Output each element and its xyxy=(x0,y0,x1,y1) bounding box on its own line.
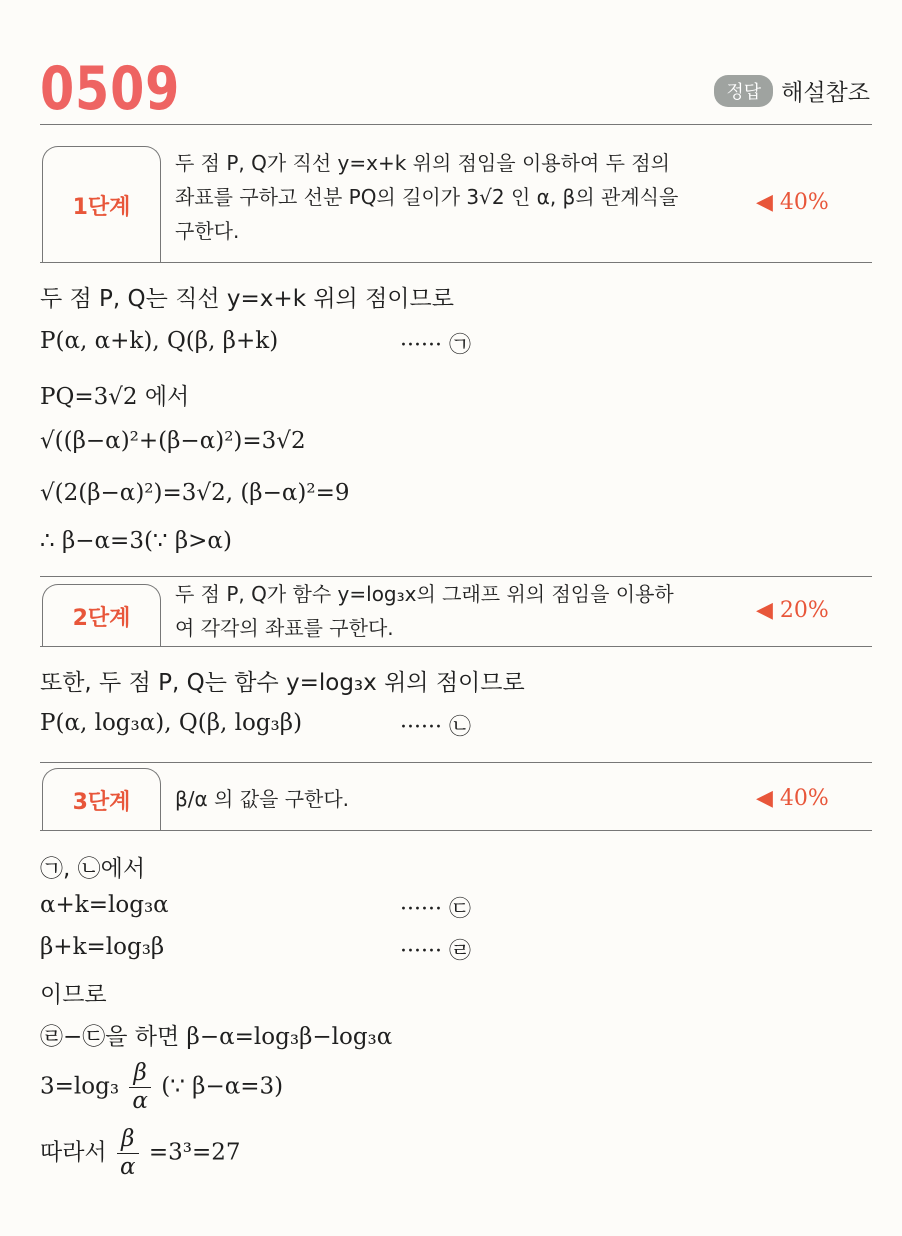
solution-line: ∴ β−α=3(∵ β>α) xyxy=(40,528,232,554)
divider xyxy=(40,124,872,125)
solution-line: α+k=log₃α xyxy=(40,892,169,918)
solution-line: 또한, 두 점 P, Q는 함수 y=log₃x 위의 점이므로 xyxy=(40,670,525,696)
solution-line: P(α, log₃α), Q(β, log₃β) xyxy=(40,710,303,736)
solution-line xyxy=(40,1128,241,1179)
solution-line: 이므로 xyxy=(40,982,107,1008)
fraction xyxy=(129,1062,151,1113)
divider xyxy=(40,762,872,763)
fraction-denominator: α xyxy=(119,1154,136,1180)
fraction-numerator: β xyxy=(129,1062,151,1088)
solution-line xyxy=(40,1062,283,1113)
step-1-percent: ◀ 40% xyxy=(756,190,829,215)
equation-mark: ······ ㉠ xyxy=(400,333,471,358)
step-2-line-1: 두 점 P, Q가 함수 y=log₃x의 그래프 위의 점임을 이용하 xyxy=(175,582,674,606)
step-1-description xyxy=(175,146,735,248)
solution-line: √(2(β−α)²)=3√2, (β−α)²=9 xyxy=(40,480,350,506)
solution-line: PQ=3√2 에서 xyxy=(40,384,190,410)
step-3-description: β/α 의 값을 구한다. xyxy=(175,787,350,811)
divider xyxy=(40,262,872,263)
answer-reference xyxy=(714,74,870,107)
equation-mark: ······ ㉡ xyxy=(400,715,471,740)
step-3-percent: ◀ 40% xyxy=(756,786,829,811)
step-2-description xyxy=(175,577,735,645)
divider xyxy=(40,830,872,831)
solution-line: ㉠, ㉡에서 xyxy=(40,856,146,882)
step-3-label: 3단계 xyxy=(42,768,161,831)
solution-line: β+k=log₃β xyxy=(40,934,165,960)
problem-number: 0509 xyxy=(40,54,181,124)
answer-text: 해설참조 xyxy=(781,80,870,106)
equation-mark: ······ ㉢ xyxy=(400,897,471,922)
solution-line: P(α, α+k), Q(β, β+k) xyxy=(40,328,279,354)
step-1-line-3: 구한다. xyxy=(175,219,240,243)
solution-line: 두 점 P, Q는 직선 y=x+k 위의 점이므로 xyxy=(40,286,454,312)
equation-part: 3=log₃ xyxy=(40,1073,120,1100)
solution-line: ㉣−㉢을 하면 β−α=log₃β−log₃α xyxy=(40,1024,393,1050)
equation-part: (∵ β−α=3) xyxy=(161,1073,284,1100)
fraction xyxy=(117,1128,139,1179)
answer-badge: 정답 xyxy=(714,75,773,107)
step-2-line-2: 여 각각의 좌표를 구한다. xyxy=(175,616,394,640)
equation-mark: ······ ㉣ xyxy=(400,939,471,964)
solution-line: √((β−α)²+(β−α)²)=3√2 xyxy=(40,428,306,454)
fraction-numerator: β xyxy=(117,1128,139,1154)
step-1-line-2: 좌표를 구하고 선분 PQ의 길이가 3√2 인 α, β의 관계식을 xyxy=(175,185,679,209)
equation-part: =3³=27 xyxy=(148,1139,241,1166)
step-2-label: 2단계 xyxy=(42,584,161,647)
divider xyxy=(40,646,872,647)
step-1-line-1: 두 점 P, Q가 직선 y=x+k 위의 점임을 이용하여 두 점의 xyxy=(175,151,670,175)
fraction-denominator: α xyxy=(132,1088,148,1114)
step-2-percent: ◀ 20% xyxy=(756,598,829,623)
equation-part: 따라서 xyxy=(40,1139,107,1166)
step-1-label: 1단계 xyxy=(42,146,161,263)
